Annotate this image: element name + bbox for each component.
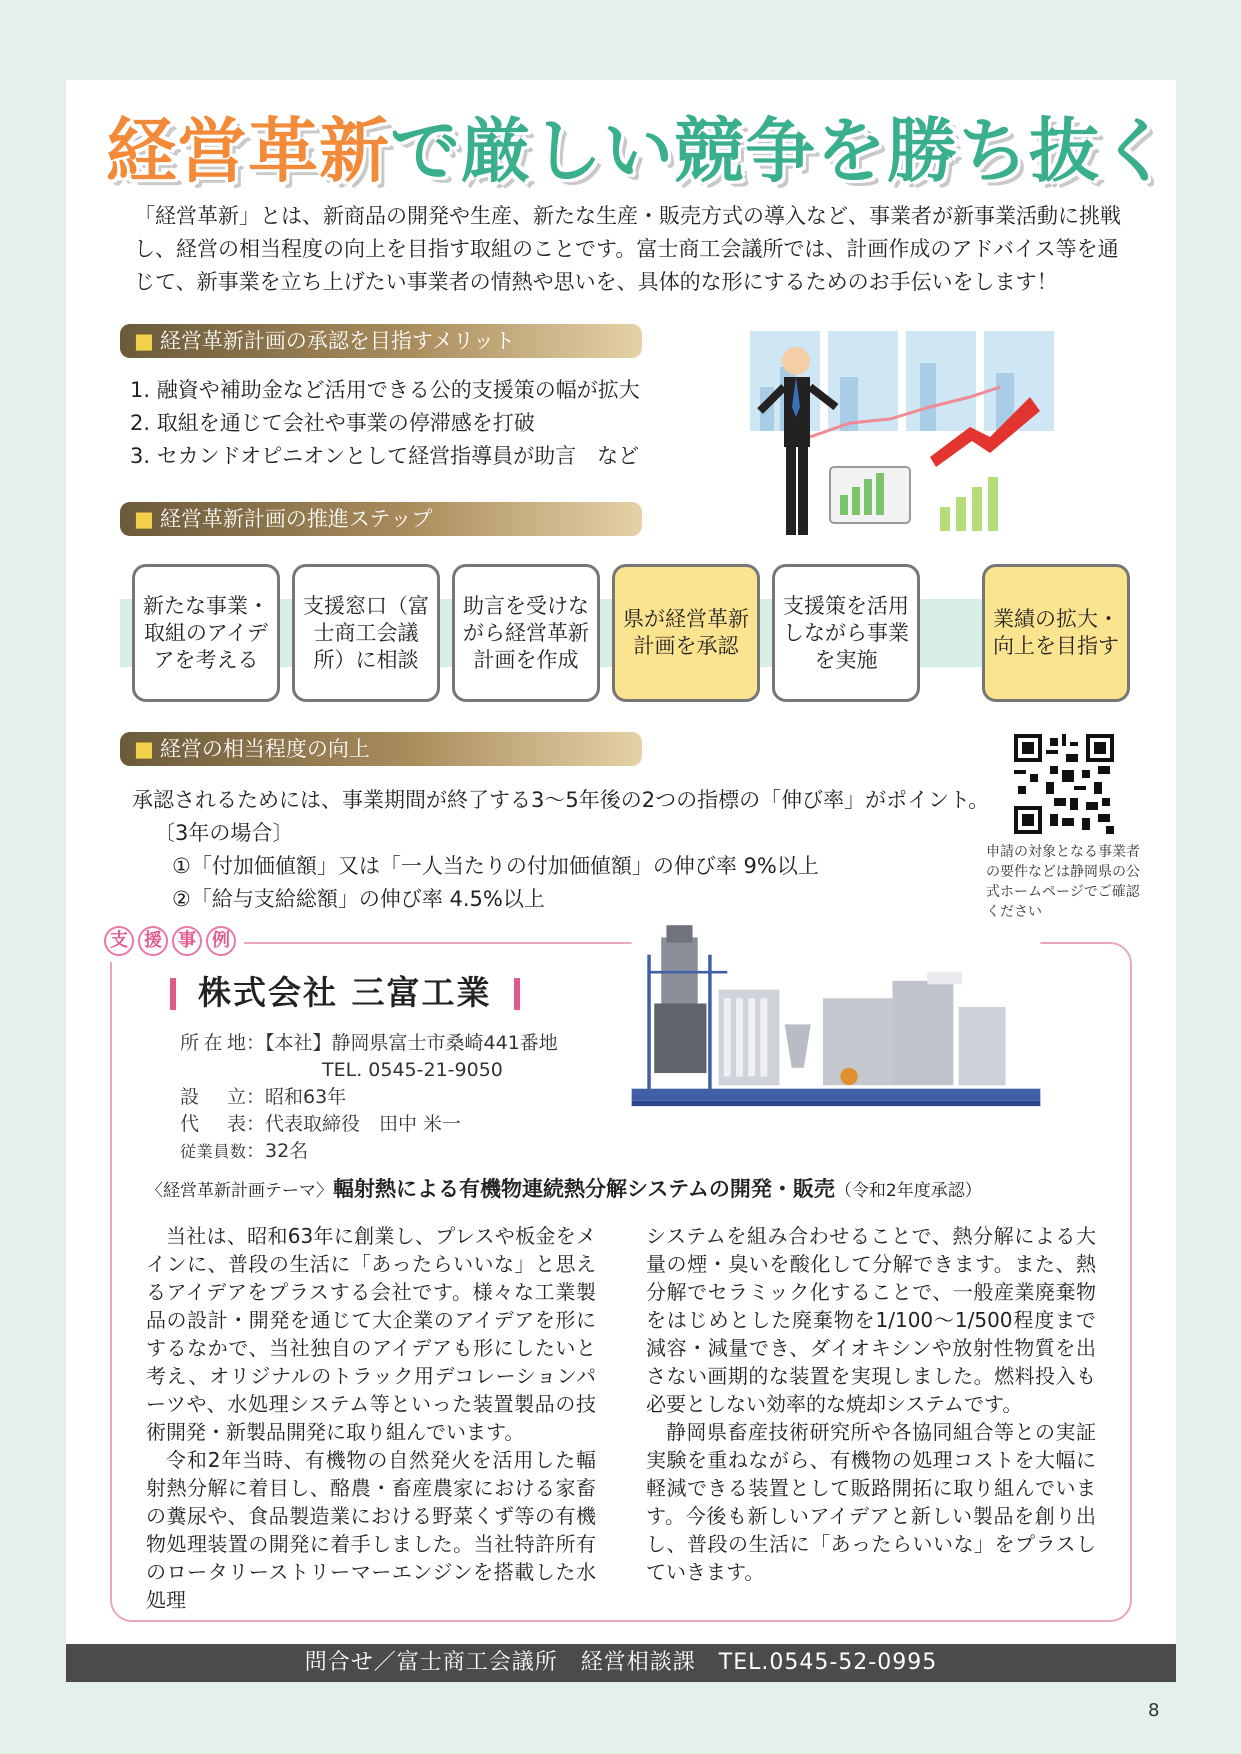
info-label: 所在地 — [180, 1032, 246, 1054]
improve-text — [132, 784, 992, 916]
body-paragraph: 静岡県畜産技術研究所や各協同組合等との実証実験を重ねながら、有機物の処理コストを大幅に軽減できる装置として販路開拓に取り組んでいます。今後も新しいアイデアと新しい製品を創り出し、普段の生活に「あったらいいな」をプラスしていきます。 — [646, 1420, 1096, 1584]
machine-photo — [620, 920, 1052, 1120]
case-label — [96, 926, 244, 962]
info-label: 従業員数 — [180, 1142, 246, 1161]
section-title: 経営革新計画の推進ステップ — [159, 507, 433, 531]
step-5: 支援策を活用しながら事業を実施 — [772, 564, 920, 702]
body-paragraph: 当社は、昭和63年に創業し、プレスや板金をメインに、普段の生活に「あったらいいな」と思えるアイデアをプラスする会社です。様々な工業製品の設計・開発を通じて大企業のアイデアを形にするなかで、当社独自のアイデアも形にしたいと考え、オリジナルのトラック用デコレーションパーツや、水処理システム等といった装置製品の技術開発・新製品開発に取り組んでいます。 — [146, 1224, 596, 1444]
square-bullet-icon: ■ — [134, 737, 154, 761]
step-1: 新たな事業・取組のアイデアを考える — [132, 564, 280, 702]
step-flow — [120, 564, 1140, 704]
section-title: 経営革新計画の承認を目指すメリット — [159, 329, 516, 353]
step-3: 助言を受けながら経営革新計画を作成 — [452, 564, 600, 702]
businessman-illustration — [740, 322, 1080, 562]
company-name: 株式会社 三富工業 — [170, 970, 520, 1016]
body-left-column — [146, 1222, 596, 1614]
section-title: 経営の相当程度の向上 — [159, 737, 370, 761]
square-bullet-icon: ■ — [134, 507, 154, 531]
step-2: 支援窓口（富士商工会議所）に相談 — [292, 564, 440, 702]
list-item: 2. 取組を通じて会社や事業の停滞感を打破 — [130, 411, 535, 435]
improve-line: ②「給与支給総額」の伸び率 4.5%以上 — [172, 887, 545, 911]
qr-note: 申請の対象となる事業者の要件などは静岡県の公式ホームページでご確認ください — [986, 844, 1140, 920]
company-info: 所在地：【本社】静岡県富士市桑崎441番地 TEL. 0545-21-9050 設 立：昭和63年 代 表：代表取締役 田中 米一 従業員数：32名 — [180, 1030, 558, 1165]
square-bullet-icon: ■ — [134, 329, 154, 353]
intro-text — [134, 200, 1134, 299]
improve-line: 承認されるためには、事業期間が終了する3～5年後の2つの指標の「伸び率」がポイント。 — [132, 788, 990, 812]
list-item: 3. セカンドオピニオンとして経営指導員が助言 など — [130, 444, 640, 468]
info-tel: TEL. 0545-21-9050 — [322, 1059, 503, 1081]
section-improve-header — [120, 732, 642, 766]
section-merit-header — [120, 324, 642, 358]
list-item: 1. 融資や補助金など活用できる公的支援策の幅が拡大 — [130, 378, 640, 402]
improve-line: 〔3年の場合〕 — [154, 821, 294, 845]
intro-line: じて、新事業を立ち上げたい事業者の情熱や思いを、具体的な形にするためのお手伝いをします！ — [134, 270, 1058, 294]
section-steps-header — [120, 502, 642, 536]
intro-line: 「経営革新」とは、新商品の開発や生産、新たな生産・販売方式の導入など、事業者が新事業活動に挑戦 — [134, 204, 1121, 228]
theme-prefix: 〈経営革新計画テーマ〉 — [146, 1181, 333, 1201]
info-label: 設 立 — [180, 1086, 246, 1108]
info-value: 32名 — [265, 1140, 309, 1162]
merit-list — [130, 374, 750, 473]
case-label-char: 例 — [206, 926, 236, 956]
case-label-char: 事 — [172, 926, 202, 956]
case-label-char: 支 — [104, 926, 134, 956]
page-title — [106, 96, 1171, 206]
step-4: 県が経営革新計画を承認 — [612, 564, 760, 702]
info-value: 【本社】静岡県富士市桑崎441番地 — [265, 1032, 558, 1054]
info-value: 代表取締役 田中 米一 — [265, 1113, 462, 1135]
contact-footer: 問合せ／富士商工会議所 経営相談課 TEL.0545-52-0995 — [66, 1644, 1176, 1682]
body-right-column — [646, 1222, 1096, 1586]
info-label: 代 表 — [180, 1113, 246, 1135]
theme-main: 輻射熱による有機物連続熱分解システムの開発・販売 — [333, 1177, 835, 1201]
theme-suffix: （令和2年度承認） — [834, 1181, 982, 1201]
case-theme — [146, 1172, 1106, 1208]
body-paragraph: システムを組み合わせることで、熱分解による大量の煙・臭いを酸化して分解できます。また、熱分解でセラミック化することで、一般産業廃棄物をはじめとした廃棄物を1/100～1/500程度まで減容・減量でき、ダイオキシンや放射性物質を出さない画期的な装置を実現しました。燃料投入も必要としない効率的な焼却システムです。 — [646, 1224, 1096, 1416]
info-value: 昭和63年 — [265, 1086, 347, 1108]
title-part1: 経営革新 — [106, 110, 390, 192]
intro-line: し、経営の相当程度の向上を目指す取組のことです。富士商工会議所では、計画作成のアドバイス等を通 — [134, 237, 1119, 261]
body-paragraph: 令和2年当時、有機物の自然発火を活用した輻射熱分解に着目し、酪農・畜産農家における家畜の糞尿や、食品製造業における野菜くず等の有機物処理装置の開発に着手しました。当社特許所有のロータリーストリーマーエンジンを搭載した水処理 — [146, 1448, 596, 1612]
qr-code[interactable] — [1014, 734, 1114, 834]
step-6: 業績の拡大・向上を目指す — [982, 564, 1130, 702]
page-number: 8 — [1148, 1700, 1160, 1721]
title-part2: で厳しい競争を勝ち抜く — [390, 110, 1171, 192]
case-label-char: 援 — [138, 926, 168, 956]
improve-line: ①「付加価値額」又は「一人当たりの付加価値額」の伸び率 9%以上 — [172, 854, 819, 878]
